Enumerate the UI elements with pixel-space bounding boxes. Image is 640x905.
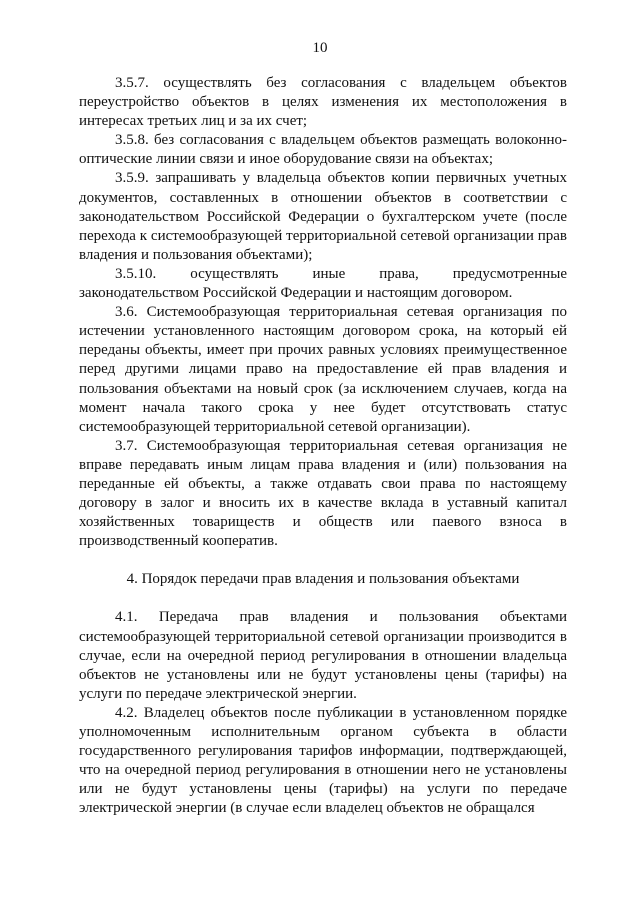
page-number: 10: [312, 40, 328, 56]
section-heading: 4. Порядок передачи прав владения и пользования объектами: [126, 571, 520, 588]
document-body: [79, 74, 567, 818]
paragraph-3-5-7: 3.5.7. осуществлять без согласования с владельцем объектов переустройство объектов в целях изменения их местоположения в интересах третьих лиц и за их счет;: [79, 75, 567, 130]
paragraph-4-2: 4.2. Владелец объектов после публикации в установленном порядке уполномоченным исполнительным органом субъекта в области государственного регулирования тарифов информации, подтверждающей, что на очередной период регулирования в отношении него не установлены или не будут установлены цены (тарифы) на услуги по передаче электрической энергии (в случае если владелец объектов не обращался: [79, 704, 567, 817]
paragraph-3-6: 3.6. Системообразующая территориальная сетевая организация по истечении установленного настоящим договором срока, на который ей переданы объекты, имеет при прочих равных условиях преимущественное перед другими лицами право на предоставление ей прав владения и пользования объектами на новый срок (за исключением случаев, когда на момент начала такого срока у нее будет отсутствовать статус системообразующей территориальной сетевой организации).: [79, 304, 567, 435]
paragraph-4-1: 4.1. Передача прав владения и пользования объектами системообразующей территориальной сетевой организации производится в случае, если на очередной период регулирования в отношении владельца объектов не установлены или не будут установлены цены (тарифы) на услуги по передаче электрической энергии.: [79, 609, 567, 702]
paragraph-3-7: 3.7. Системообразующая территориальная сетевая организация не вправе передавать иным лицам права владения и (или) пользования на переданные ей объекты, а также отдавать свои права по настоящему договору в залог и вносить их в качестве вклада в уставный капитал хозяйственных товариществ и обществ или паевого взноса в производственный кооператив.: [79, 437, 567, 550]
paragraph-3-5-8: 3.5.8. без согласования с владельцем объектов размещать волоконно-оптические линии связи и иное оборудование связи на объектах;: [79, 132, 567, 168]
paragraph-3-5-10: 3.5.10. осуществлять иные права, предусмотренные законодательством Российской Федерации и настоящим договором.: [79, 265, 567, 302]
paragraph-3-5-9: 3.5.9. запрашивать у владельца объектов копии первичных учетных документов, составленных в отношении объектов в соответствии с законодательством Российской Федерации о бухгалтерском учете (после перехода к системообразующей территориальной сетевой организации прав владения и пользования объектами);: [79, 170, 567, 263]
